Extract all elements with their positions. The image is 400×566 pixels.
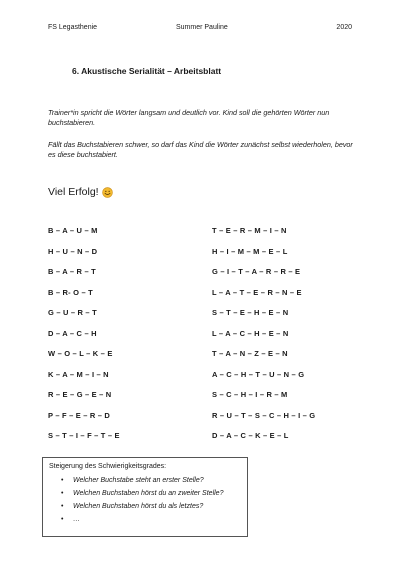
word-left: B – R- O – T bbox=[48, 287, 93, 297]
difficulty-box-title: Steigerung des Schwierigkeitsgrades: bbox=[49, 463, 167, 470]
word-row bbox=[48, 349, 348, 370]
word-row bbox=[48, 431, 348, 452]
word-right: S – C – H – I – R – M bbox=[212, 390, 288, 399]
word-right: D – A – C – K – E – L bbox=[212, 431, 289, 440]
instruction-paragraph-2: Fällt das Buchstabieren schwer, so darf das Kind die Wörter zunächst selbst wiederholen, bevor es diese buchstabiert. bbox=[48, 140, 353, 160]
word-left: D – A – C – H bbox=[48, 328, 97, 338]
header-center: Summer Pauline bbox=[176, 24, 228, 31]
word-left: H – U – N – D bbox=[48, 246, 98, 256]
greeting-text: Viel Erfolg! bbox=[48, 186, 99, 198]
header-left: FS Legasthenie bbox=[48, 24, 98, 31]
word-row bbox=[48, 267, 348, 288]
word-right: S – T – E – H – E – N bbox=[212, 308, 289, 317]
word-left: G – U – R – T bbox=[48, 308, 97, 317]
word-left: K – A – M – I – N bbox=[48, 369, 109, 379]
word-right: A – C – H – T – U – N – G bbox=[212, 369, 305, 379]
word-right: T – E – R – M – I – N bbox=[212, 226, 287, 235]
word-left: B – A – R – T bbox=[48, 267, 96, 276]
word-left: P – F – E – R – D bbox=[48, 410, 111, 420]
page-header bbox=[48, 24, 352, 36]
difficulty-item: • Welchen Buchstaben hörst du als letztes? bbox=[49, 500, 241, 513]
word-row bbox=[48, 247, 348, 268]
word-left: R – E – G – E – N bbox=[48, 390, 112, 399]
word-row bbox=[48, 308, 348, 329]
smiley-icon bbox=[102, 187, 113, 198]
instruction-paragraph-1: Trainer*in spricht die Wörter langsam und deutlich vor. Kind soll die gehörten Wörter nun buchstabieren. bbox=[48, 108, 330, 128]
word-right: R – U – T – S – C – H – I – G bbox=[212, 410, 316, 420]
word-left: S – T – I – F – T – E bbox=[48, 431, 120, 440]
word-right: G – I – T – A – R – R – E bbox=[212, 267, 301, 276]
difficulty-box bbox=[42, 457, 248, 537]
word-row bbox=[48, 329, 348, 350]
word-left: B – A – U – M bbox=[48, 226, 98, 235]
word-row bbox=[48, 411, 348, 432]
greeting bbox=[48, 186, 113, 198]
worksheet-title: 6. Akustische Serialität – Arbeitsblatt bbox=[72, 66, 222, 76]
word-row bbox=[48, 288, 348, 309]
word-right: H – I – M – M – E – L bbox=[212, 246, 288, 256]
difficulty-item: • Welcher Buchstabe steht an erster Stelle? bbox=[49, 474, 241, 487]
difficulty-list bbox=[49, 474, 241, 526]
header-right: 2020 bbox=[336, 24, 352, 31]
word-right: T – A – N – Z – E – N bbox=[212, 349, 288, 358]
word-right: L – A – T – E – R – N – E bbox=[212, 287, 302, 297]
word-row bbox=[48, 226, 348, 247]
word-list bbox=[48, 226, 348, 452]
difficulty-item: • … bbox=[49, 513, 241, 526]
word-right: L – A – C – H – E – N bbox=[212, 328, 289, 338]
word-left: W – O – L – K – E bbox=[48, 349, 113, 358]
word-row bbox=[48, 390, 348, 411]
word-row bbox=[48, 370, 348, 391]
difficulty-item: • Welchen Buchstaben hörst du an zweiter Stelle? bbox=[49, 487, 241, 500]
